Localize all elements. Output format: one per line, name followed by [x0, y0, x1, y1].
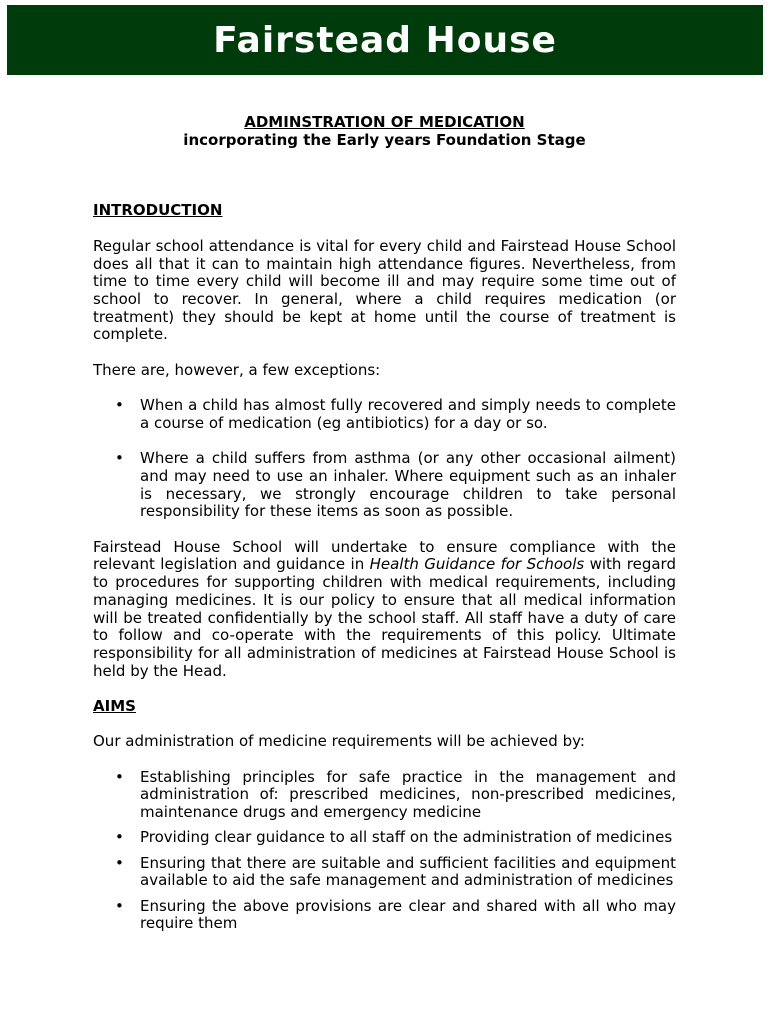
- document-title: ADMINSTRATION OF MEDICATION: [244, 113, 525, 131]
- bullet-icon: •: [115, 828, 124, 847]
- bullet-icon: •: [115, 396, 124, 415]
- document-subtitle: incorporating the Early years Foundation Stage: [183, 130, 586, 149]
- page-title: Fairstead House: [213, 19, 557, 61]
- list-item: • Providing clear guidance to all staff on the administration of medicines: [115, 828, 673, 847]
- document-body: [93, 114, 676, 933]
- list-item: • Ensuring the above provisions are clear and shared with all who may require them: [115, 896, 676, 933]
- intro-paragraph: Regular school attendance is vital for every child and Fairstead House School does all that it can to maintain high attendance figures. Nevertheless, from time to time every child will become ill and may require some time out of school to recover. In general, where a child requires medication (or treatment) they should be kept at home until the course of treatment is complete.: [93, 236, 676, 344]
- exceptions-list: [93, 397, 676, 521]
- list-item: • Establishing principles for safe practice in the management and administration of: prescribed medicines, non-prescribed medicines, maintenance drugs and emergency medicine: [115, 767, 676, 822]
- aims-heading: AIMS: [93, 697, 136, 715]
- aims-list: [93, 769, 676, 933]
- bullet-icon: •: [115, 449, 124, 468]
- aims-intro: Our administration of medicine requirements will be achieved by:: [93, 732, 585, 751]
- list-item: • When a child has almost fully recovered and simply needs to complete a course of medication (eg antibiotics) for a day or so.: [115, 396, 676, 432]
- bullet-icon: •: [115, 853, 124, 872]
- intro-heading: INTRODUCTION: [93, 201, 223, 220]
- header-banner: [7, 5, 763, 75]
- bullet-icon: •: [115, 767, 124, 786]
- list-item: • Where a child suffers from asthma (or any other occasional ailment) and may need to use an inhaler. Where equipment such as an inhaler is necessary, we strongly encourage children to take personal responsibility for these items as soon as possible.: [115, 449, 676, 521]
- bullet-icon: •: [115, 896, 124, 915]
- list-item: • Ensuring that there are suitable and sufficient facilities and equipment available to aid the safe management and administration of medicines: [115, 853, 676, 890]
- compliance-paragraph: Fairstead House School will undertake to ensure compliance with the relevant legislation and guidance in Health Guidance for Schools with regard to procedures for supporting children with medical requirements, including managing medicines. It is our policy to ensure that all medical information will be treated confidentially by the school staff. All staff have a duty of care to follow and co-operate with the requirements of this policy. Ultimate responsibility for all administration of medicines at Fairstead House School is held by the Head.: [93, 537, 676, 680]
- exceptions-intro: There are, however, a few exceptions:: [93, 360, 381, 379]
